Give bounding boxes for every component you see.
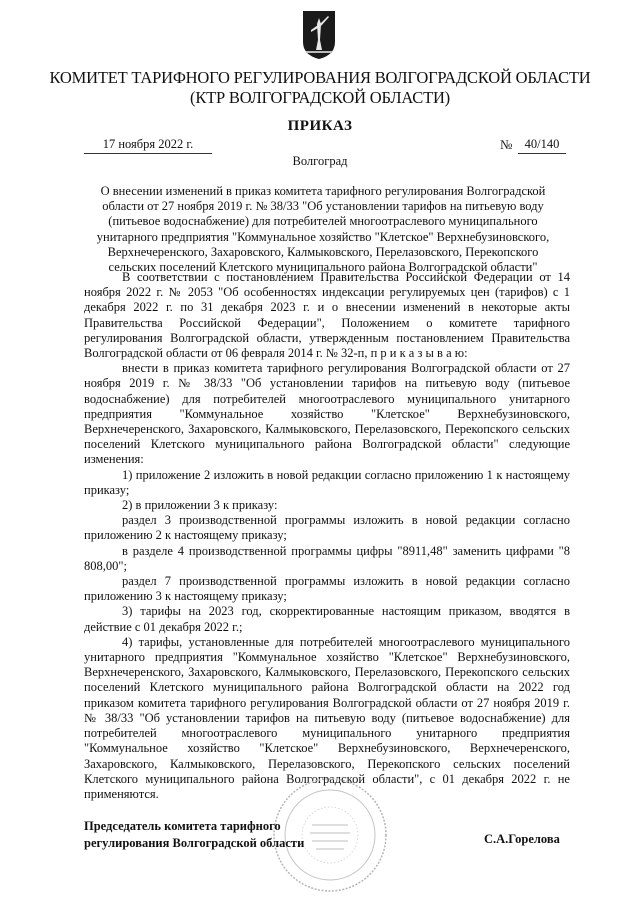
signatory-name: С.А.Горелова <box>484 832 560 846</box>
body-paragraph: в разделе 4 производственной программы цифры "8911,48" заменить цифрами "8 808,00"; <box>84 543 570 573</box>
number-sign: № <box>500 137 513 152</box>
order-body <box>84 270 570 802</box>
position-line: Председатель комитета тарифного <box>84 819 281 833</box>
order-subject: О внесении изменений в приказ комитета тарифного регулирования Волгоградской области от 27 ноября 2019 г. № 38/33 "Об установлении тарифов на питьевую воду (питьевое водоснабжение) для потребителей многоотраслевого муниципального унитарного предприятия "Коммунальное хозяйство "Клетское" Верхнебузиновского, Верхнечеренского, Захаровского, Калмыковского, Перелазовского, Перекопского сельских поселений Клетского муниципального района Волгоградской области" <box>96 184 550 275</box>
body-paragraph: раздел 3 производственной программы изложить в новой редакции согласно приложению 2 к настоящему приказу; <box>84 513 570 543</box>
body-paragraph: 4) тарифы, установленные для потребителей многоотраслевого муниципального унитарного предприятия "Коммунальное хозяйство "Клетское" Верхнебузиновского, Верхнечеренского, Захаровского, Калмыковского, Перелазовского, Перекопского сельских поселений Клетского муниципального района Волгоградской области на 2022 год приказом комитета тарифного регулирования Волгоградской области от 27 ноября 2019 г. № 38/33 "Об установлении тарифов на питьевую воду (питьевое водоснабжение) для потребителей многоотраслевого муниципального унитарного предприятия "Коммунальное хозяйство "Клетское" Верхнебузиновского, Верхнечеренского, Захаровского, Калмыковского, Перелазовского, Перекопского сельских поселений Клетского муниципального района Волгоградской области", с 01 декабря 2022 г. не применяются. <box>84 634 570 801</box>
org-name: КОМИТЕТ ТАРИФНОГО РЕГУЛИРОВАНИЯ ВОЛГОГРАДСКОЙ ОБЛАСТИ <box>49 68 591 87</box>
position-line: регулирования Волгоградской области <box>84 836 305 850</box>
order-date: 17 ноября 2022 г. <box>84 137 212 154</box>
order-number: 40/140 <box>518 137 566 154</box>
volgograd-emblem-icon <box>302 10 336 60</box>
body-paragraph: раздел 7 производственной программы изложить в новой редакции согласно приложению 3 к настоящему приказу; <box>84 574 570 604</box>
body-paragraph: 2) в приложении 3 к приказу: <box>122 498 278 513</box>
body-paragraph: В соответствии с постановлением Правительства Российской Федерации от 14 ноября 2022 г. № 2053 "Об особенностях индексации регулируемых цен (тарифов) с 1 декабря 2022 г. по 31 декабря 2023 г. и о внесении изменений в некоторые акты Правительства Российской Федерации", Положением о комитете тарифного регулирования Волгоградской области, утвержденным постановлением Правительства Волгоградской области от 06 февраля 2014 г. № 32-п, п р и к а з ы в а ю: <box>84 270 570 361</box>
body-paragraph: внести в приказ комитета тарифного регулирования Волгоградской области от 27 ноября 2019 г. № 38/33 "Об установлении тарифов на питьевую воду (питьевое водоснабжение) для потребителей многоотраслевого муниципального унитарного предприятия "Коммунальное хозяйство "Клетское" Верхнебузиновского, Верхнечеренского, Захаровского, Калмыковского, Перелазовского, Перекопского сельских поселений Клетского муниципального района Волгоградской области" следующие изменения: <box>84 361 570 467</box>
signatory-position <box>84 818 304 852</box>
body-paragraph: 3) тарифы на 2023 год, скорректированные настоящим приказом, вводятся в действие с 01 декабря 2022 г.; <box>84 604 570 634</box>
org-short-name: (КТР ВОЛГОГРАДСКОЙ ОБЛАСТИ) <box>190 88 450 107</box>
document-type: ПРИКАЗ <box>287 118 353 134</box>
city: Волгоград <box>292 154 348 168</box>
body-paragraph: 1) приложение 2 изложить в новой редакции согласно приложению 1 к настоящему приказу; <box>84 467 570 497</box>
